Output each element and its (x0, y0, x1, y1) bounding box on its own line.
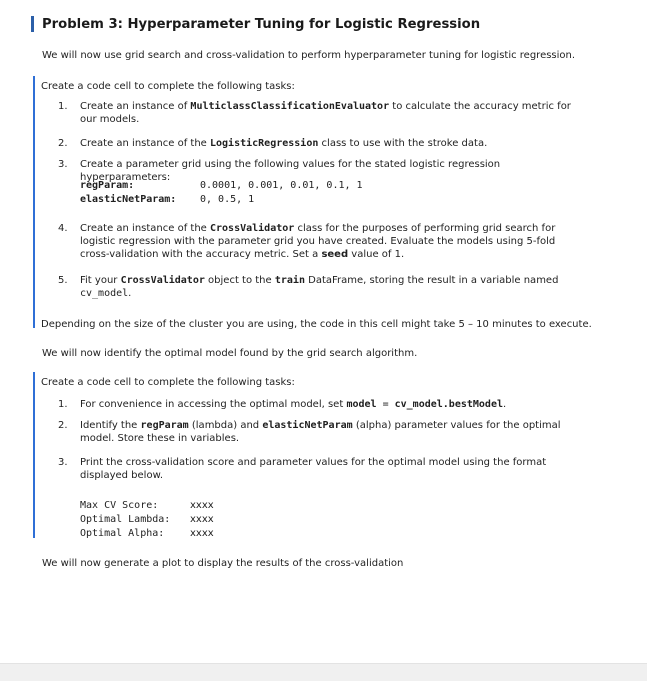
param-name: elasticNetParam (262, 420, 353, 431)
runtime-note: Depending on the size of the cluster you are using, the code in this cell might take 5 – 10 minutes to execute. (41, 319, 592, 330)
class-name: CrossValidator (120, 275, 205, 286)
notebook-page: Problem 3: Hyperparameter Tuning for Logistic Regression We will now use grid search and cross-validation to perform hyperparameter tuning for logistic regression. Create a code cell to complete the following tasks: 1. Create an instance of MulticlassClassificationEvaluator to calculate the accuracy metric for our models. 2. Create an instance of the LogisticRegression class to use with the stroke data. 3. Create a parameter grid using the following values for the stated logistic regression hyperparameters: regParam: 0.0001, 0.001, 0.01, 0.1, 1 elasticNetParam: 0, 0.5, 1 4. Create an instance of the CrossValidator class for the purposes of performing grid search for logistic regression with the parameter grid you have created. Evaluate the models using 5-fold cross-validation with the accuracy metric. Set a seed value of 1. 5. Fit your CrossValidator object to the train DataFrame, storing the result in a variable named cv_model. Depending on the size of the cluster you are using, the code in this cell might take 5 – 10 minutes to execute. We will now identify the optimal model found by the grid search algorithm. Create a code cell to complete the following tasks: 1. For convenience in accessing the optimal model, set model = cv_model.bestModel. 2. Identify the regParam (lambda) and elasticNetParam (alpha) parameter values for the optimal model. Store these in variables. 3. Print the cross-validation score and parameter values for the optimal model using the format displayed below. Max CV Score: xxxx Optimal Lambda: xxxx Optimal Alpha: xxxx We will now generate a plot to display the results of the cross-validation (0, 0, 647, 680)
horizontal-scrollbar[interactable] (0, 663, 647, 681)
task-box-1-bar (33, 76, 35, 328)
output-value: xxxx (190, 528, 214, 539)
class-name: LogisticRegression (210, 138, 319, 149)
class-name: MulticlassClassificationEvaluator (190, 101, 390, 112)
best-model-expr: cv_model.bestModel (394, 399, 503, 410)
identify-paragraph: We will now identify the optimal model found by the grid search algorithm. (42, 348, 418, 359)
item-number: 1. (58, 399, 68, 410)
grid-param-values: 0, 0.5, 1 (200, 194, 255, 205)
grid-param-values: 0.0001, 0.001, 0.01, 0.1, 1 (200, 180, 363, 191)
intro-paragraph: We will now use grid search and cross-validation to perform hyperparameter tuning for logistic regression. (42, 50, 576, 61)
item-number: 2. (58, 420, 68, 431)
task-box-1-intro: Create a code cell to complete the following tasks: (41, 81, 295, 92)
param-name: regParam (140, 420, 189, 431)
heading-accent-bar (31, 16, 34, 32)
grid-param-name: regParam: (80, 180, 135, 191)
grid-param-name: elasticNetParam: (80, 194, 177, 205)
output-value: xxxx (190, 500, 214, 511)
class-name: CrossValidator (210, 223, 295, 234)
dataframe-name: train (274, 275, 305, 286)
output-label: Optimal Lambda: (80, 514, 171, 525)
seed-term: seed (321, 249, 349, 260)
task-box-2-intro: Create a code cell to complete the following tasks: (41, 377, 295, 388)
item-number: 4. (58, 223, 68, 234)
item-number: 3. (58, 457, 68, 468)
output-value: xxxx (190, 514, 214, 525)
problem-heading: Problem 3: Hyperparameter Tuning for Logistic Regression (42, 17, 481, 32)
variable-name: model (346, 399, 377, 410)
task-box-2-bar (33, 372, 35, 538)
output-label: Optimal Alpha: (80, 528, 171, 539)
item-number: 1. (58, 101, 68, 112)
item-number: 3. (58, 159, 68, 170)
item-number: 5. (58, 275, 68, 286)
output-label: Max CV Score: (80, 500, 171, 511)
variable-name: cv_model (80, 288, 129, 299)
closing-paragraph: We will now generate a plot to display the results of the cross-validation (42, 558, 404, 569)
item-number: 2. (58, 138, 68, 149)
